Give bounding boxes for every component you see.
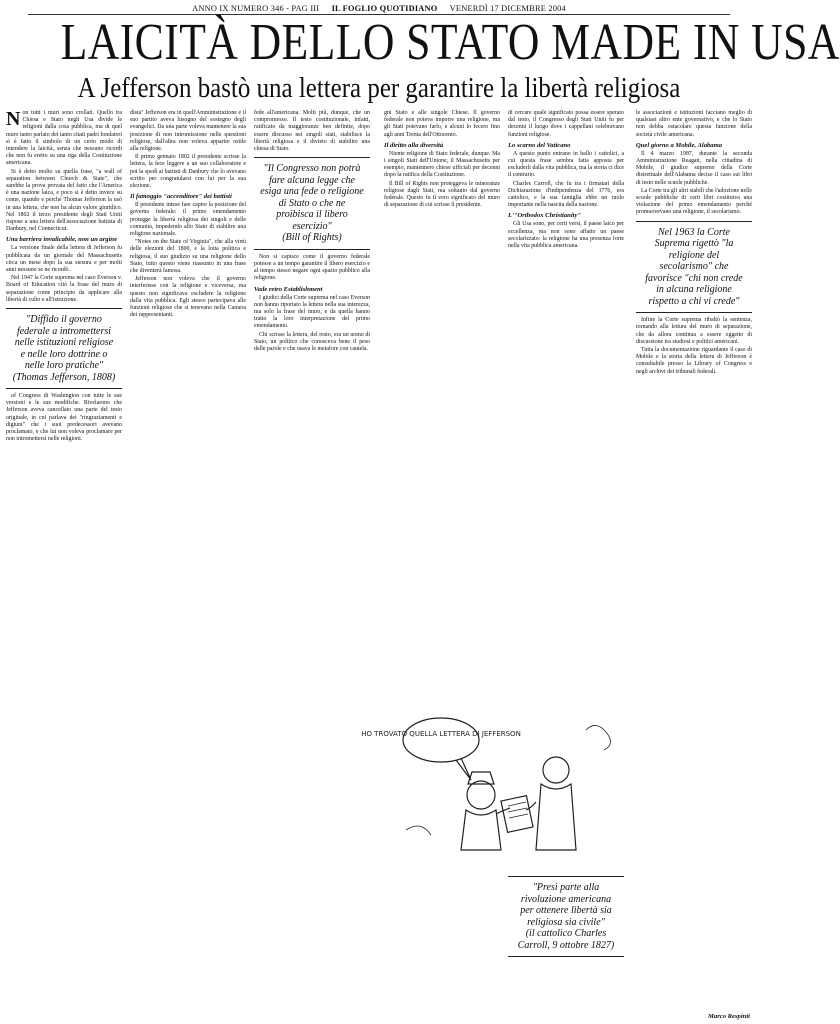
paragraph: Il primo gennaio 1802 il presidente scrisse la lettera, la fece leggere a un suo collaboratore e poi la spedì ai battisti di Danbury che lo avevano scritto per congratularsi con lui per la sua elezione. [130, 154, 246, 190]
paragraph: gni Stato e alle singole Chiese. Il governo federale non poteva imporre una religione, ma gli Stati potevano farlo, e alcuni lo fecero fino agli anni Trenta dell'Ottocento. [384, 110, 500, 138]
paragraph: Niente religione di Stato federale, dunque. Ma i singoli Stati dell'Unione, il Massachusetts per esempio, mantennero chiese ufficiali per decenni dopo la ratifica della Costituzione. [384, 150, 500, 179]
paragraph: Charles Carroll, che fu tra i firmatari della Dichiarazione d'indipendenza del 1776, era cattolico, e la sua famiglia ebbe un ruolo importante nella nascita della nazione. [508, 180, 624, 209]
paragraph: Nel 1947 la Corte suprema nel caso Everson v. Board of Education citò la frase del muro di separazione come principio da applicare alla libertà di culto e all'istruzione. [6, 275, 122, 303]
section-heading: Quel giorno a Mobile, Alabama [636, 141, 723, 149]
paragraph: di cercare quale significato possa essere sperato dal testo, il Congresso degli Stati Uniti fu per decenni il luogo dove i cappellani celebravano funzioni religiose. [508, 110, 624, 138]
pull-quote-source: (Thomas Jefferson, 1808) [12, 371, 116, 383]
article-column-4 [384, 110, 500, 700]
issue-date: VENERDÌ 17 DICEMBRE 2004 [449, 4, 566, 13]
cartoon-caption: HO TROVATO QUELLA LETTERA DI JEFFERSON [361, 730, 521, 738]
paragraph: Il 4 marzo 1987, durante la seconda Amministrazione Reagan, nella cittadina di Mobile, il giudice supremo della Corte distrettuale dell'Alabama decise il caso sui libri di testo nelle scuole pubbliche. [636, 150, 752, 186]
pull-quote-text: "Presi parte alla rivoluzione americana per ottenere libertà sia religiosa sia civile" [520, 882, 612, 928]
author-signature: Marco Respinti [708, 1013, 750, 1020]
issue-info: ANNO IX NUMERO 346 - PAG III [192, 4, 320, 13]
paragraph: Si è detto molto su quella frase, "a wall of separation between Church & State", che sarebbe la prova provata del fatto che l'America è una nazione laica, e poco si è detto invece su come, quando e perché Thomas Jefferson la usò in una lettera, che non ha alcun valore giuridico. Nel 1802 il terzo presidente degli Stati Uniti rispose a una lettera dell'associazione battista di Danbury, nel Connecticut. [6, 168, 122, 233]
pull-quote-text: "Il Congresso non potrà fare alcuna legge che esiga una fede o religione di Stato o che ne proibisca il libero esercizio" [260, 163, 364, 232]
pull-quote [6, 308, 122, 389]
article-column-2 [130, 110, 246, 1016]
pull-quote-source: (Bill of Rights) [282, 232, 342, 244]
pull-quote [636, 221, 752, 314]
paragraph: Chi scrisse la lettera, del resto, era un uomo di Stato, un politico che conosceva bene il peso delle parole e che usava le metafore con cautela. [254, 331, 370, 352]
article-column-5 [508, 110, 624, 700]
letter-paper [501, 796, 533, 833]
pull-quote [508, 876, 624, 957]
article-column-1 [6, 110, 122, 1016]
paragraph: Jefferson non voleva che il governo interferisse con la religione e viceversa, ma questo non significava escludere la religione dalla vita pubblica. Egli stesso partecipava alle funzioni religiose che si tenevano nella Camera dei rappresentanti. [130, 276, 246, 319]
paragraph: A questo punto entrano in ballo i cattolici, a cui questa frase sembra fatta apposta per escluderli dalla vita pubblica, ma la storia ci dice il contrario. [508, 150, 624, 179]
section-heading: Il diritto alla diversità [384, 141, 444, 149]
article-column-5-lower [508, 872, 624, 1012]
page-header [0, 4, 758, 13]
pull-quote-source: (il cattolico Charles Carroll, 9 ottobre 1827) [517, 928, 615, 951]
section-heading: Lo scarno del Vaticano [508, 141, 571, 149]
paragraph: La versione finale della lettera di Jefferson fu pubblicata da un giornale del Massachusetts circa un mese dopo la sua stesura e per molti anni nessuno se ne ricordò. [6, 245, 122, 274]
article-column-3 [254, 110, 370, 1016]
figure-head [543, 757, 569, 783]
section-heading: Vade retro Establishment [254, 285, 323, 293]
paragraph: I giudici della Corte suprema nel caso Everson non hanno riportato la lettera nella sua interezza, ma solo la frase del muro, e da quella hanno tratto la loro interpretazione del primo emendamento. [254, 294, 370, 330]
paragraph: La Corte tra gli altri stabilì che l'adozione nelle scuole pubbliche di certi libri costituiva una violazione del primo emendamento perché promuovevano una religione, il secolarismo. [636, 187, 752, 216]
headline: LAICITÀ DELLO STATO MADE IN USA [60, 14, 840, 71]
subheadline: A Jefferson bastò una lettera per garantire la libertà religiosa [77, 72, 681, 104]
paragraph: dista" Jefferson era in quell'Amministrazione e il suo partito aveva bisogno del sostegno degli evangelici. Da una parte voleva mantenere la sua posizione di non intromissione nelle questioni religiose, dall'altra non voleva apparire ostile alla religione. [130, 110, 246, 153]
drop-cap: N [6, 108, 21, 130]
cartoon-illustration [361, 710, 626, 860]
paragraph: fede all'americana. Molti più, dunque, che un compromesso. Il testo costituzionale, infatti, ratificato da maggioranze ben definite, dopo essere discusso nei singoli stati, stabilisce la libertà religiosa e il divieto di stabilire una chiesa di Stato. [254, 110, 370, 153]
paragraph: Gli Usa sono, per certi versi, il paese laico per eccellenza, ma non sono affatto un paese secolarizzato: la religione ha una presenza forte nella vita pubblica americana. [508, 221, 624, 250]
paragraph: Infine la Corte suprema ribaltò la sentenza, tornando alla lettura del muro di separazione, che da allora continua a essere oggetto di discussione tra studiosi e politici americani. [636, 317, 752, 345]
paragraph: Il presidente intese fare capire la posizione del governo federale: il primo emendamento protegge la libertà religiosa dei singoli e delle comunità, impedendo allo Stato di stabilire una religione nazionale. [130, 202, 246, 238]
paragraph: Non tutti i muri sono crollati. Quello tra Chiesa e Stato negli Usa divide le religioni dalla cosa pubblica, ma di quel muro tanto parlato dei tanto citati padri fondatori si è fatto il simbolo di un certo modo di intendere la laicità, senza che nessuno ricordi che non fu eretto su una riga della Costituzione americana. [6, 108, 122, 167]
figure-head [467, 781, 495, 809]
pull-quote [254, 157, 370, 250]
article-column-6 [636, 110, 752, 1010]
paragraph: of Congress di Washington con tutte le sue versioni e le sue modifiche. Rivelarono che Jefferson aveva cancellato una parte del testo originale, in cui parlava dei "ringraziamenti e digiuni" che i suoi predecessori avevano proclamato, e che lui non voleva proclamare per non intromettersi nelle religioni. [6, 393, 122, 443]
paragraph: Non si capisce come il governo federale potesse a un tempo garantire il libero esercizio e al tempo stesso negare ogni spazio pubblico alla religione. [254, 253, 370, 282]
paper-name: IL FOGLIO QUOTIDIANO [331, 4, 438, 13]
section-heading: Il famoggio "accenditore" dei battisti [130, 193, 232, 201]
pull-quote-text: Nel 1963 la Corte Suprema rigettò "la religione del secolarismo" che favorisce "chi non crede in alcuna religione rispetto a chi vi crede" [645, 226, 743, 307]
pull-quote-text: "Diffido il governo federale a intromettersi nelle istituzioni religiose e nelle loro dottrine o nelle loro pratiche" [14, 314, 114, 372]
paragraph: "Notes on the State of Virginia", che alla virtù delle elezioni del 1800, e la lotta politica e religiosa, il suo giudizio su una religione dello Stato, tutto questo viene riassunto in una frase che diventerà famosa. [130, 239, 246, 275]
paragraph: Il Bill of Rights non proteggeva le minoranze religiose dagli Stati, ma soltanto dal governo federale. Questo fu il vero significato del muro di separazione di cui scrisse il presidente. [384, 180, 500, 209]
paragraph: Tutta la documentazione riguardante il caso di Mobile e la storia della lettera di Jefferson è consultabile presso la Library of Congress e negli archivi dei tribunali federali. [636, 346, 752, 375]
section-heading: Una barriera invalicabile, non un argine [6, 236, 118, 244]
speech-bubble [403, 718, 479, 762]
section-heading: L'"Orthodox Christianity" [508, 212, 582, 220]
paragraph: le associazioni e istituzioni facciano meglio di qualsiasi altro ente governativo, e che lo Stato non debba ostacolare questa funzione della società civile americana. [636, 110, 752, 138]
